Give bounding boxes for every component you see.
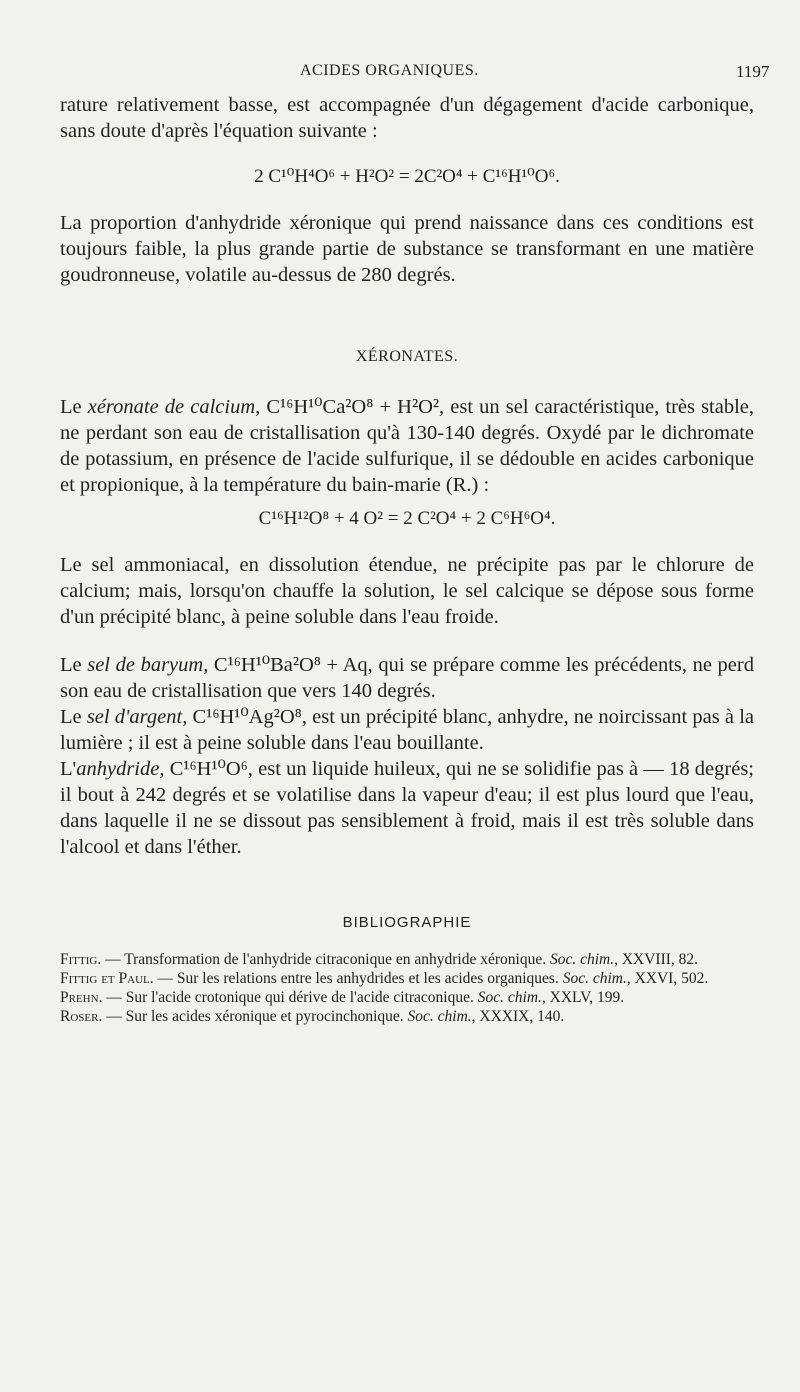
bib-author: Fittig. bbox=[60, 951, 102, 968]
bib-journal: Soc. chim. bbox=[407, 1008, 472, 1025]
bib-journal: Soc. chim. bbox=[549, 951, 615, 968]
bib-ref: , XXVIII, 82. bbox=[614, 951, 699, 968]
p3-lead: Le bbox=[60, 396, 88, 418]
paragraph-continuation: rature relativement basse, est accompagnée d'un dégagement d'acide carbonique, sans doute d'après l'équation suivante : bbox=[60, 94, 754, 142]
paragraph-anhydride-proportion: La proportion d'anhydride xéronique qui prend naissance dans ces conditions est toujours faible, la plus grande partie de substance se transformant en une matière goudronneuse, volatile au-dessus de 280 degrés. bbox=[60, 212, 754, 286]
equation-1: 2 C¹⁰H⁴O⁶ + H²O² = 2C²O⁴ + C¹⁶H¹⁰O⁶. bbox=[254, 166, 560, 187]
p5-lead: Le bbox=[60, 654, 88, 676]
bib-journal: Soc. chim. bbox=[562, 970, 627, 987]
bibliography-entry bbox=[60, 969, 754, 988]
paragraph-ammonium-salt: Le sel ammoniacal, en dissolution étendue, ne précipite pas par le chlorure de calcium; mais, lorsqu'on chauffe la solution, le sel calcique se dépose sous forme d'un précipité blanc, à peine soluble dans l'eau froide. bbox=[60, 554, 754, 628]
bib-author: Fittig et Paul. bbox=[60, 970, 154, 987]
bib-ref: , XXLV, 199. bbox=[541, 989, 625, 1006]
running-head: ACIDES ORGANIQUES. bbox=[300, 62, 479, 79]
bibliography-entry bbox=[60, 988, 754, 1007]
bibliography-entry bbox=[60, 1007, 754, 1026]
bib-text: — Transformation de l'anhydride citraconique en anhydride xéronique. bbox=[101, 951, 550, 968]
bib-author: Roser. bbox=[60, 1008, 103, 1025]
p6-term: sel d'argent, bbox=[86, 706, 188, 728]
section-title: XÉRONATES. bbox=[355, 348, 459, 365]
bibliography-entry bbox=[60, 950, 754, 969]
p3-term: xéronate de calcium, bbox=[87, 396, 261, 418]
bib-text: — Sur l'acide crotonique qui dérive de l'acide citraconique. bbox=[102, 989, 478, 1006]
p7-text: C¹⁶H¹⁰O⁶, est un liquide huileux, qui ne se solidifie pas à — 18 degrés; il bout à 242 degrés et se volatilise dans la vapeur d'eau; il est plus lourd que l'eau, dans laquelle il ne se dissout pas sensiblement à froid, mais il est très soluble dans l'alcool et dans l'éther. bbox=[60, 758, 754, 858]
bibliography-list bbox=[60, 950, 754, 1026]
bibliography-title: BIBLIOGRAPHIE bbox=[342, 914, 472, 931]
p3-text: C¹⁶H¹⁰Ca²O⁸ + H²O², est un sel caractéristique, très stable, ne perdant son eau de cristallisation qu'à 130-140 degrés. Oxydé par le dichromate de potassium, en présence de l'acide sulfurique, il se dédouble en acides carbonique et propionique, à la température du bain-marie (R.) : bbox=[60, 396, 755, 496]
bib-text: — Sur les acides xéronique et pyrocinchonique. bbox=[102, 1008, 408, 1025]
paragraph-calcium-xeronate bbox=[60, 394, 754, 498]
bib-author: Prehn. bbox=[60, 989, 103, 1006]
p7-lead: L' bbox=[60, 758, 77, 780]
p6-lead: Le bbox=[60, 706, 87, 728]
bib-text: — Sur les relations entre les anhydrides et les acides organiques. bbox=[153, 970, 563, 987]
p6-text: C¹⁶H¹⁰Ag²O⁸, est un précipité blanc, anhydre, ne noircissant pas à la lumière ; il est à peine soluble dans l'eau bouillante. bbox=[60, 706, 754, 754]
bib-journal: Soc. chim. bbox=[477, 989, 542, 1006]
page-header bbox=[0, 62, 800, 88]
bib-ref: , XXVI, 502. bbox=[626, 970, 709, 987]
bib-ref: , XXXIX, 140. bbox=[471, 1008, 565, 1025]
p7-term: anhydride, bbox=[76, 758, 165, 780]
p5-text: C¹⁶H¹⁰Ba²O⁸ + Aq, qui se prépare comme les précédents, ne perd son eau de cristallisation que vers 140 degrés. bbox=[60, 654, 754, 702]
paragraph-anhydride bbox=[60, 756, 754, 860]
paragraph-barium-salt bbox=[60, 652, 754, 704]
page-number: 1197 bbox=[736, 62, 770, 81]
paragraph-silver-salt bbox=[60, 704, 754, 756]
p5-term: sel de baryum, bbox=[87, 654, 209, 676]
equation-2: C¹⁶H¹²O⁸ + 4 O² = 2 C²O⁴ + 2 C⁶H⁶O⁴. bbox=[258, 508, 556, 529]
page-body bbox=[60, 92, 754, 1026]
